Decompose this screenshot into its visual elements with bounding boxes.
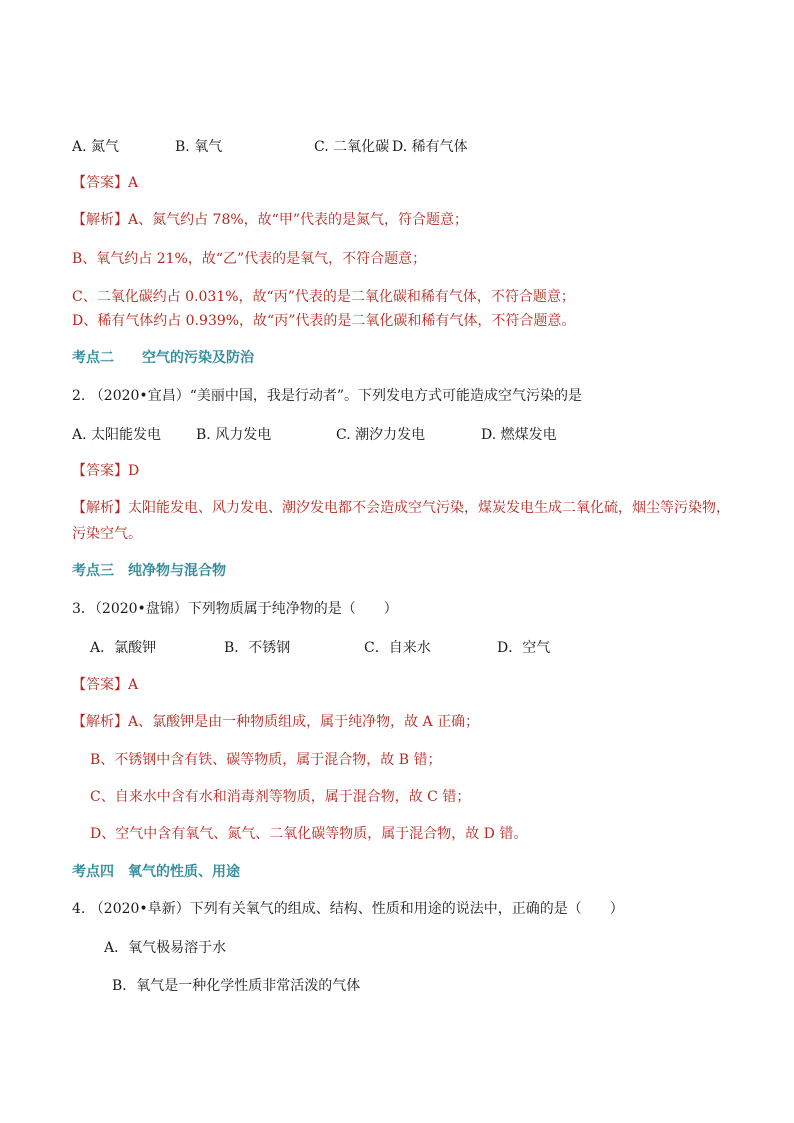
q3-analysis-line-4: D、空气中含有氧气、氮气、二氧化碳等物质，属于混合物，故 D 错。	[90, 826, 528, 842]
q2-answer	[72, 461, 139, 481]
q3-stem: 3．（2020•盘锦）下列物质属于纯净物的是（ ）	[72, 601, 398, 617]
q3-answer	[72, 675, 138, 695]
q2-option-a: A. 太阳能发电	[72, 427, 162, 443]
analysis-text: A、氮气约占 78%，故“甲”代表的是氮气，符合题意；	[128, 212, 468, 228]
q3-option-a: A．氯酸钾	[90, 640, 157, 656]
q2-option-b: B. 风力发电	[196, 427, 272, 443]
analysis-label: 【解析】	[72, 500, 128, 516]
answer-label: 【答案】	[72, 463, 128, 479]
analysis-label: 【解析】	[72, 212, 128, 228]
section-heading-4: 考点四 氧气的性质、用途	[72, 864, 240, 880]
q3-analysis-line-1	[72, 712, 479, 732]
answer-value: D	[128, 463, 140, 479]
q3-option-b: B．不锈钢	[224, 640, 291, 656]
q4-stem: 4. （2020•阜新）下列有关氧气的组成、结构、性质和用途的说法中，正确的是（ ）	[72, 901, 624, 917]
q1-option-a: A. 氮气	[72, 139, 120, 155]
answer-label: 【答案】	[72, 677, 128, 693]
analysis-label: 【解析】	[72, 714, 128, 730]
q4-option-b: B．氧气是一种化学性质非常活泼的气体	[112, 978, 361, 994]
q1-analysis-line-4: D、稀有气体约占 0.939%，故“丙”代表的是二氧化碳和稀有气体，不符合题意。	[72, 313, 576, 329]
q3-analysis-line-3: C、自来水中含有水和消毒剂等物质，属于混合物，故 C 错；	[90, 789, 471, 805]
q3-option-d: D．空气	[497, 640, 551, 656]
q1-analysis-line-1	[72, 210, 468, 230]
analysis-text: 太阳能发电、风力发电、潮汐发电都不会造成空气污染，煤炭发电生成二氧化硫，烟尘等污染物，污染空气。	[72, 500, 730, 542]
analysis-text: A、氯酸钾是由一种物质组成，属于纯净物，故 A 正确；	[128, 714, 480, 730]
q1-analysis-line-3: C、二氧化碳约占 0.031%，故“丙”代表的是二氧化碳和稀有气体，不符合题意；	[72, 289, 575, 305]
q1-option-b: B. 氧气	[175, 139, 223, 155]
q2-option-d: D. 燃煤发电	[481, 427, 557, 443]
q1-analysis-line-2: B、氧气约占 21%，故“乙”代表的是氧气，不符合题意；	[72, 251, 427, 267]
answer-value: A	[128, 677, 139, 693]
q1-option-c: C. 二氧化碳	[314, 139, 390, 155]
answer-value: A	[128, 175, 139, 191]
section-heading-3: 考点三 纯净物与混合物	[72, 563, 226, 579]
q3-analysis-line-2: B、不锈钢中含有铁、碳等物质，属于混合物，故 B 错；	[90, 752, 442, 768]
q2-stem: 2. （2020•宜昌）“美丽中国，我是行动者”。下列发电方式可能造成空气污染的是	[72, 388, 583, 404]
q2-analysis	[72, 495, 732, 547]
q3-option-c: C．自来水	[364, 640, 431, 656]
q4-option-a: A．氧气极易溶于水	[104, 940, 227, 956]
section-heading-2: 考点二 空气的污染及防治	[72, 350, 254, 366]
answer-label: 【答案】	[72, 175, 128, 191]
q2-option-c: C. 潮汐力发电	[336, 427, 426, 443]
q1-answer	[72, 173, 138, 193]
q1-option-d: D. 稀有气体	[392, 139, 468, 155]
